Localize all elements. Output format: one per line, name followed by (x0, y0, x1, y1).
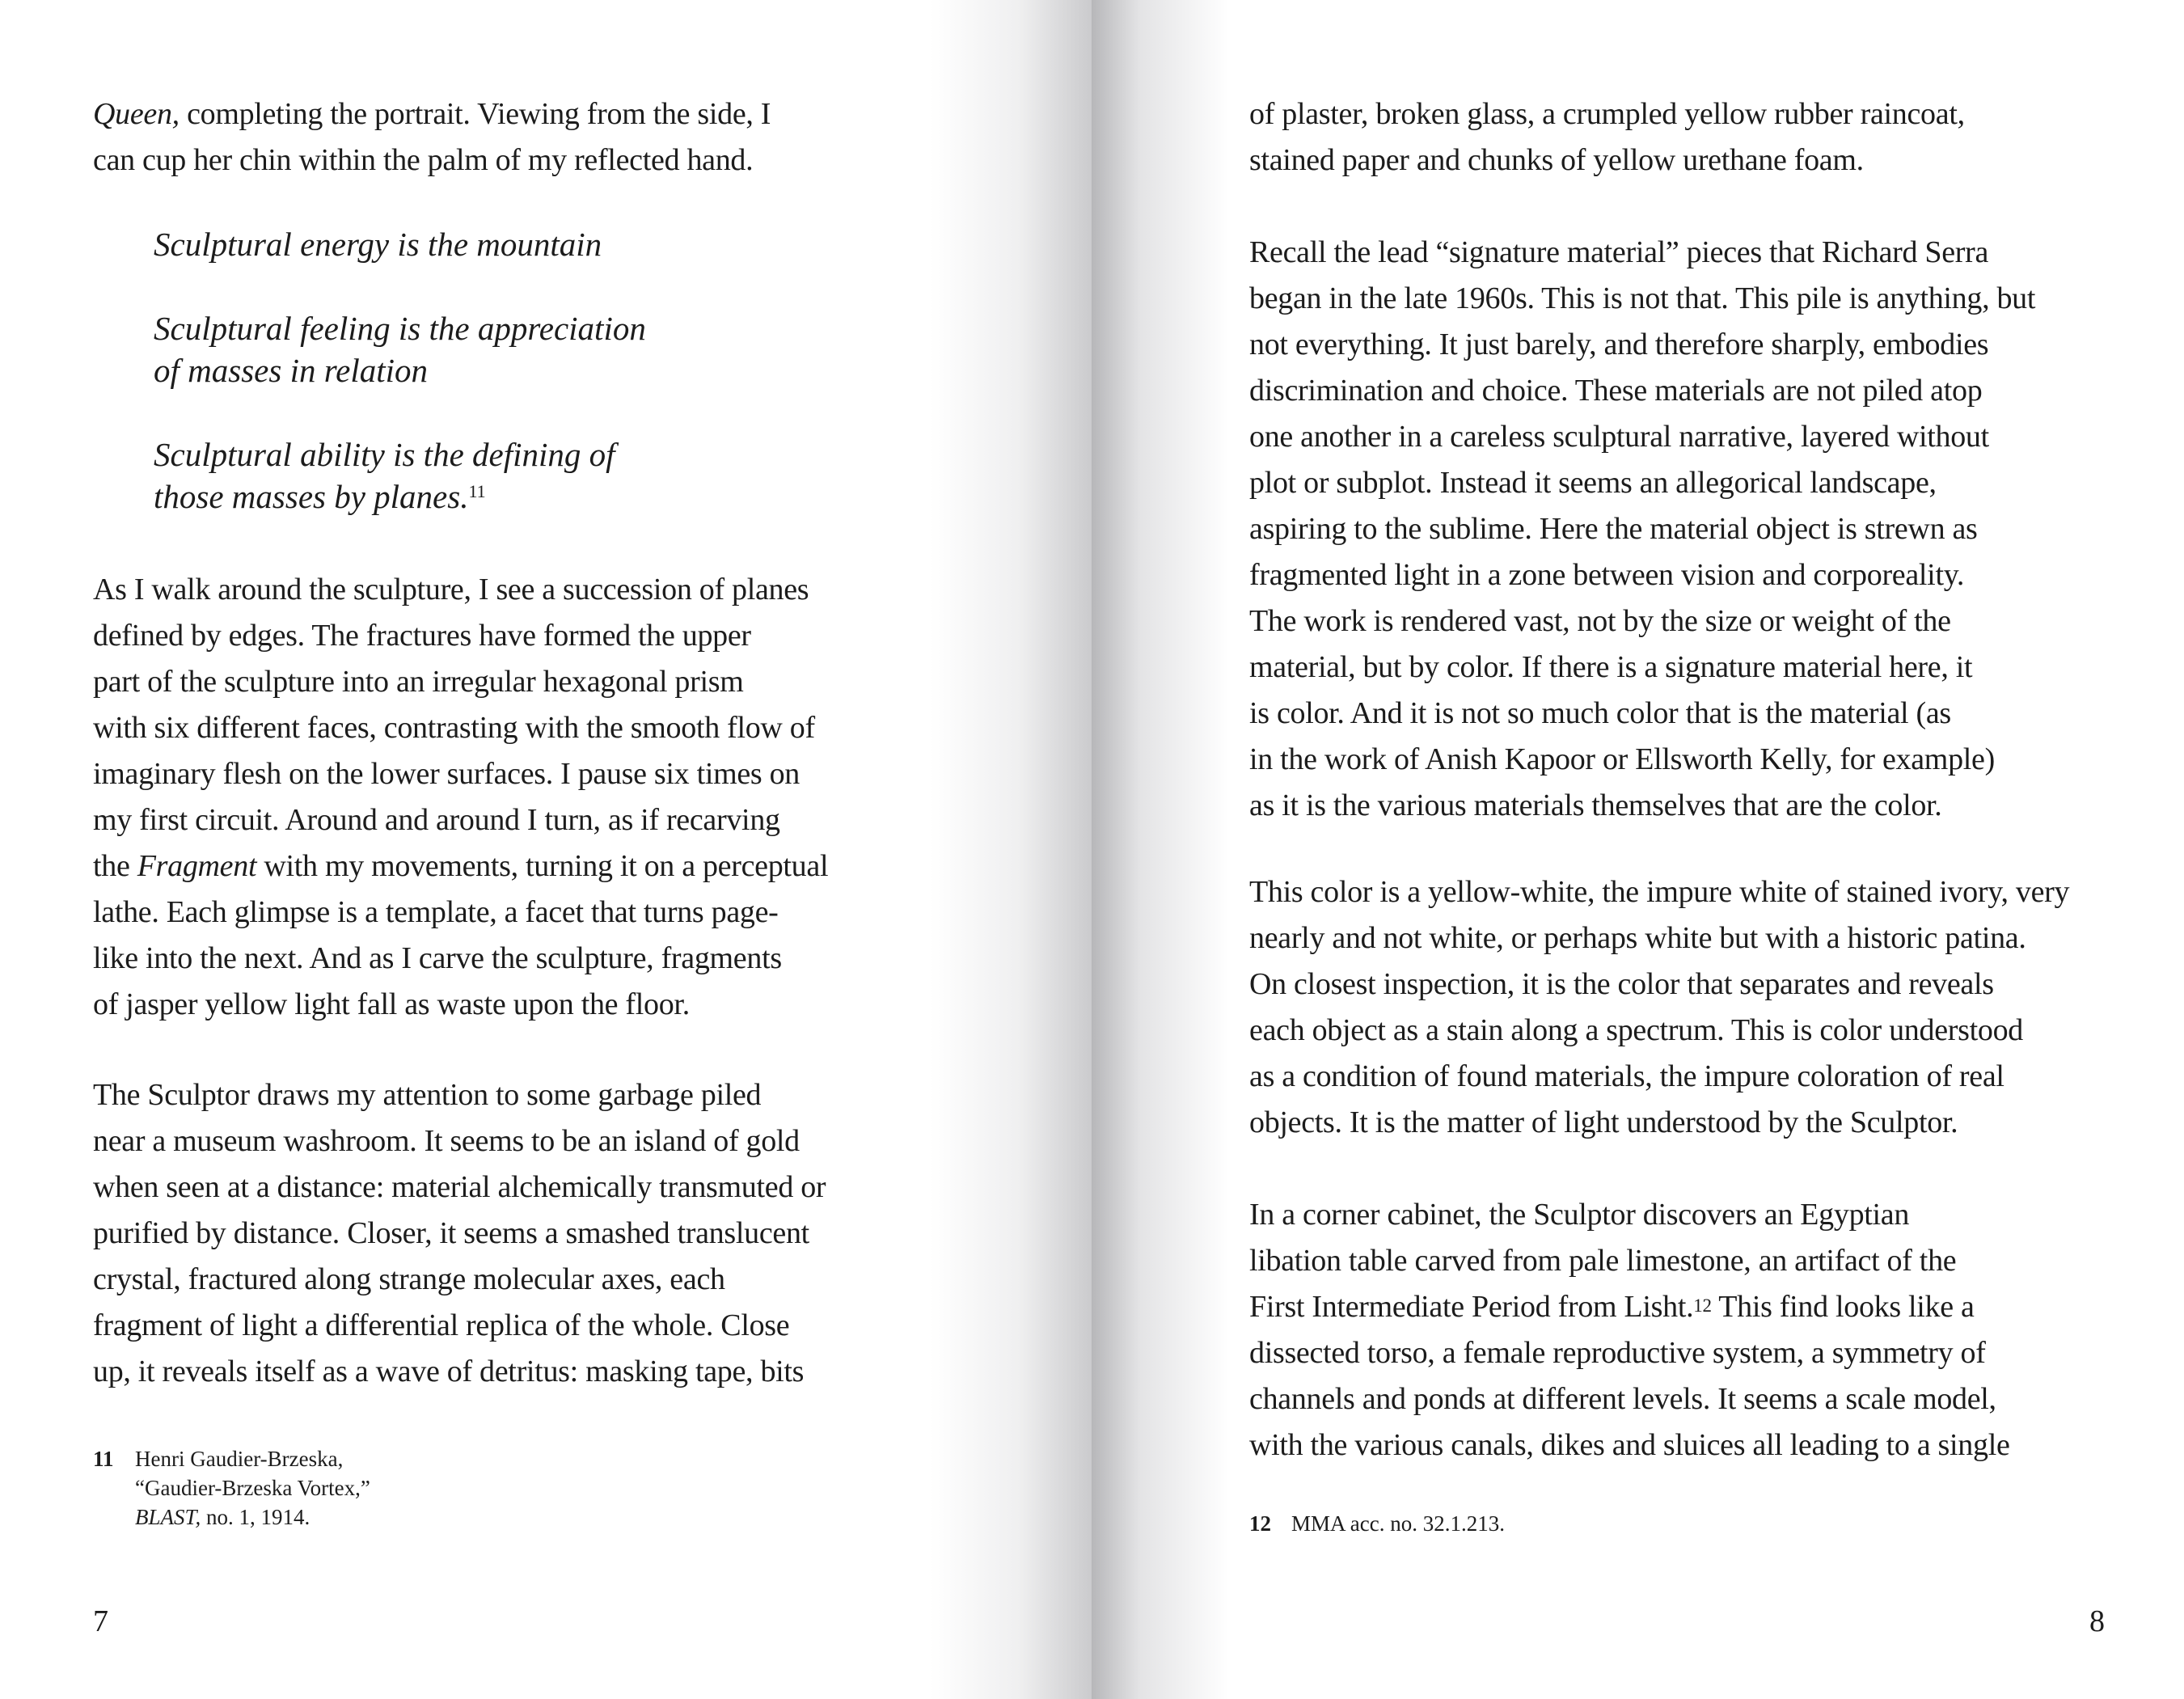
footnote-ref-11[interactable]: 11 (468, 481, 486, 501)
right-paragraph-3: This color is a yellow-white, the impure white of stained ivory, very nearly and not white, or perhaps white but with a historic patina. On closest inspection, it is the color that separates and reveals each object as a stain along a spectrum. This is color understood as a condition of found materials, the impure coloration of real objects. It is the matter of light understood by the Sculptor. (1249, 875, 2070, 1139)
verse-stanza-3: Sculptural ability is the defining of those masses by planes.$^{11}$ (154, 436, 615, 515)
footnote-ref-12[interactable]: 12 (1693, 1295, 1712, 1316)
left-paragraph-2: As I walk around the sculpture, I see a succession of planes defined by edges. The fractures have formed the upper part of the sculpture into an irregular hexagonal prism with six different faces, contrasting with the smooth flow of imaginary flesh on the lower surfaces. I pause six times on my first circuit. Around and around I turn, as if recarving the Fragment with my movements, turning it on a perceptual lathe. Each glimpse is a template, a facet that turns page- like into the next. And as I carve the sculpture, fragments of jasper yellow light fall as waste upon the floor. (93, 573, 829, 1021)
footnote-number: 11 (93, 1447, 114, 1471)
verse-stanza-1: Sculptural energy is the mountain (154, 226, 602, 263)
left-p1-line-1: Queen, completing the portrait. Viewing from the side, I (93, 97, 771, 131)
left-paragraph-3: The Sculptor draws my attention to some garbage piled near a museum washroom. It seems to be an island of gold when seen at a distance: material alchemically transmuted or purified by distance. Closer, it seems a smashed translucent crystal, fractured along strange molecular axes, each fragment of light a differential replica of the whole. Close up, it reveals itself as a wave of detritus: masking tape, bits (93, 1078, 826, 1388)
right-paragraph-4: In a corner cabinet, the Sculptor discovers an Egyptian libation table carved from pale limestone, an artifact of the First Intermediate Period from Lisht.$^{12}$ This find looks like a dissected torso, a female reproductive system, a symmetry of channels and ponds at different levels. It seems a scale model, with the various canals, dikes and sluices all leading to a single (1249, 1198, 2010, 1462)
footnote-11: 11 Henri Gaudier-Brzeska, “Gaudier-Brzeska Vortex,” BLAST, no. 1, 1914. (93, 1444, 370, 1532)
left-p1-line-2: can cup her chin within the palm of my reflected hand. (93, 143, 754, 177)
right-paragraph-1: of plaster, broken glass, a crumpled yellow rubber raincoat, stained paper and chunks of yellow urethane foam. (1249, 97, 1965, 177)
verse-block (154, 223, 646, 518)
page-number-right: 8 (2089, 1604, 2105, 1638)
right-paragraph-2: Recall the lead “signature material” pieces that Richard Serra began in the late 1960s. This is not that. This pile is anything, but not everything. It just barely, and therefore sharply, embodies discrimination and choice. These materials are not piled atop one another in a careless sculptural narrative, layered without plot or subplot. Instead it seems an allegorical landscape, aspiring to the sublime. Here the material object is strewn as fragmented light in a zone between vision and corporeality. The work is rendered vast, not by the size or weight of the material, but by color. If there is a signature material here, it is color. And it is not so much color that is the material (as in the work of Anish Kapoor or Ellsworth Kelly, for example) as it is the various materials themselves that are the color. (1249, 235, 2036, 822)
verse-stanza-2: Sculptural feeling is the appreciation of masses in relation (154, 310, 646, 389)
page-number-left: 7 (93, 1604, 108, 1638)
right-page (1092, 0, 2184, 1699)
footnote-number: 12 (1249, 1511, 1271, 1536)
left-paragraph-1 (93, 91, 771, 184)
footnote-12: 12 MMA acc. no. 32.1.213. (1249, 1509, 1505, 1538)
